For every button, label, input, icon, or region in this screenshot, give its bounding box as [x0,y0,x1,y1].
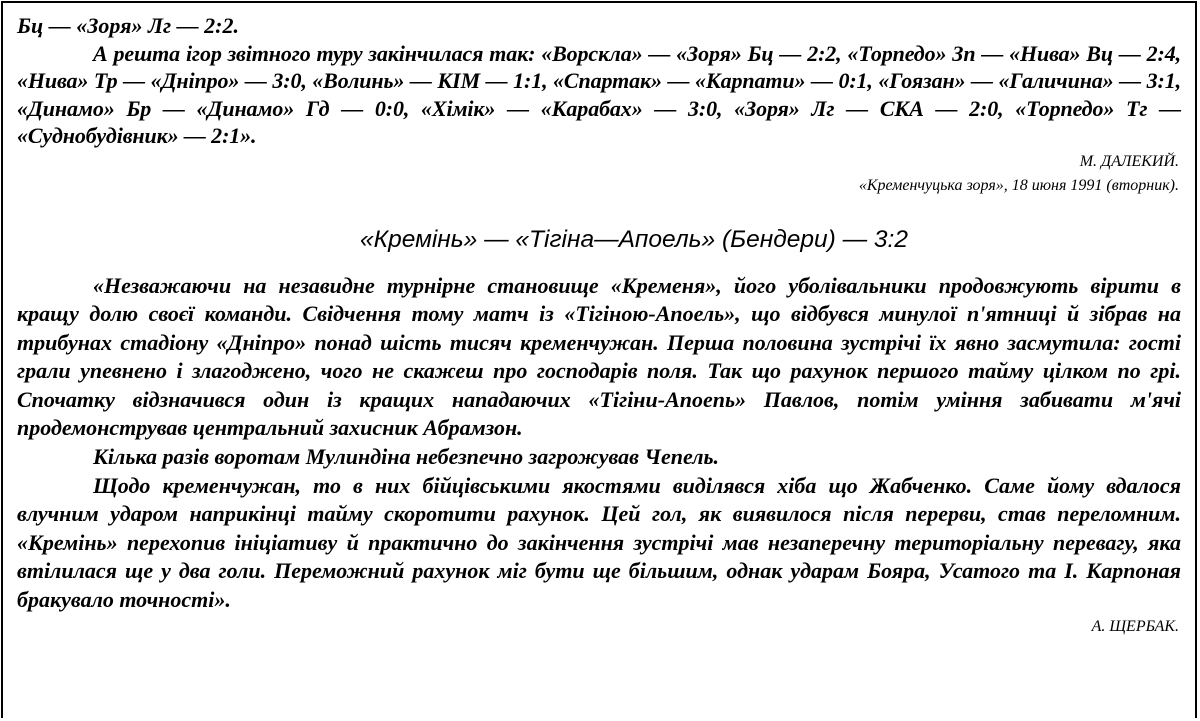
previous-article-source: «Кременчуцька зоря», 18 июня 1991 (вторник). [858,176,1179,194]
article-paragraph-3: Щодо кременчужан, то в них бійцівськими якостями виділявся хіба що Жабченко. Саме йому вдалося влучним ударом наприкінці тайму скоротити рахунок. Цей гол, як виявилося після перерви, став переломним. «Кремінь» перехопив ініціативу й практично до закінчення зустрічі мав незаперечну територіальну перевагу, яка втілилася ще у два голи. Переможний рахунок міг бути ще більшим, однак ударам Бояра, Усатого та І. Карпоная бракувало точності». [17,472,1181,613]
previous-article-results-paragraph: А решта ігор звітного туру закінчилася так: «Ворскла» — «Зоря» Бц — 2:2, «Торпедо» Зп — «Нива» Вц — 2:4, «Нива» Тр — «Дніпро» — 3:0, «Волинь» — КІМ — 1:1, «Спартак» — «Карпати» — 0:1, «Гоязан» — «Галичина» — 3:1, «Динамо» Бр — «Динамо» Гд — 0:0, «Хімік» — «Карабах» — 3:0, «Зоря» Лг — СКА — 2:0, «Торпедо» Тг — «Суднобудівник» — 2:1». [17,40,1181,148]
article-paragraph-1: «Незважаючи на незавидне турнірне становище «Кременя», його уболівальники продовжують вірити в кращу долю своєї команди. Свідчення тому матч із «Тігіною-Апоель», що відбувся минулої п'ятниці й зібрав на трибунах стадіону «Дніпро» понад шість тисяч кременчужан. Перша половина зустрічі їх явно засмутила: гості грали упевнено і злагоджено, чого не скажеш про господарів поля. Так що рахунок першого тайму цілком по грі. Спочатку відзначився один із кращих нападаючих «Тігіни-Апоепь» Павлов, потім уміння забивати м'ячі продемонстрував центральний захисник Абрамзон. [17,272,1181,441]
newspaper-clipping [1,1,1197,718]
article-heading: «Кремінь» — «Тігіна—Апоель» (Бендери) — 3:2 [360,225,908,253]
previous-article-first-line: Бц — «Зоря» Лг — 2:2. [17,13,239,38]
article-author: А. ЩЕРБАК. [1091,617,1179,635]
article-paragraph-2: Кілька разів воротам Мулиндіна небезпечно загрожував Чепель. [93,444,720,470]
previous-article-author: М. ДАЛЕКИЙ. [1079,152,1179,170]
